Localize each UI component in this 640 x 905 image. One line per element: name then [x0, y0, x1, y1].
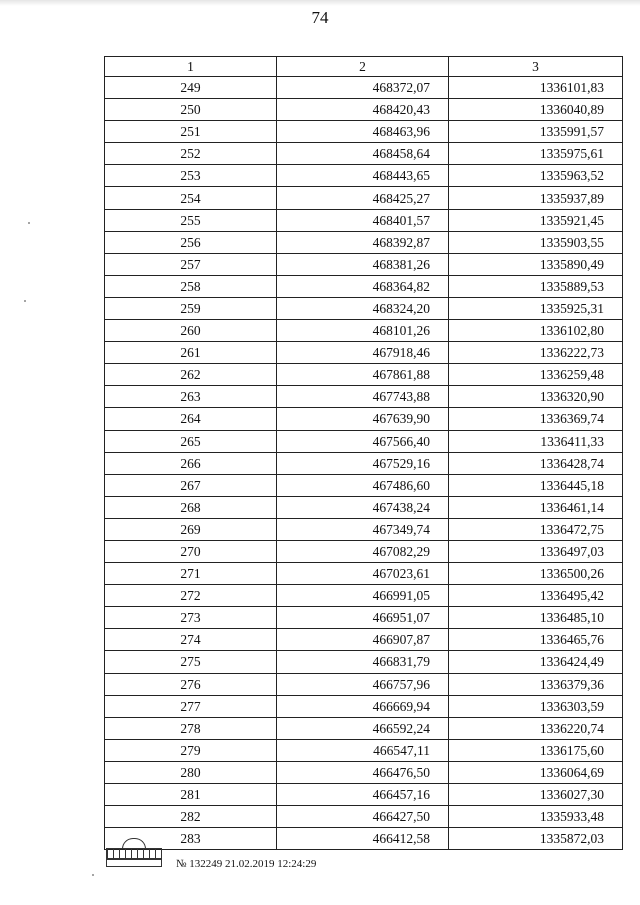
table-row: [105, 651, 623, 673]
scan-speck: [28, 222, 30, 224]
table-row: [105, 474, 623, 496]
footer: [104, 838, 316, 872]
x-coordinate-cell: 466547,11: [277, 739, 449, 761]
table-row: [105, 518, 623, 540]
y-coordinate-cell: 1336220,74: [449, 717, 623, 739]
y-coordinate-cell: 1336369,74: [449, 408, 623, 430]
point-number-cell: 249: [105, 77, 277, 99]
x-coordinate-cell: 467861,88: [277, 364, 449, 386]
point-number-cell: 263: [105, 386, 277, 408]
point-number-cell: 265: [105, 430, 277, 452]
table-row: [105, 342, 623, 364]
table-row: [105, 253, 623, 275]
x-coordinate-cell: 466457,16: [277, 784, 449, 806]
point-number-cell: 274: [105, 629, 277, 651]
y-coordinate-cell: 1335975,61: [449, 143, 623, 165]
y-coordinate-cell: 1336379,36: [449, 673, 623, 695]
x-coordinate-cell: 466412,58: [277, 828, 449, 850]
column-header-1: 1: [105, 57, 277, 77]
x-coordinate-cell: 468458,64: [277, 143, 449, 165]
y-coordinate-cell: 1336259,48: [449, 364, 623, 386]
table-row: [105, 231, 623, 253]
x-coordinate-cell: 466951,07: [277, 607, 449, 629]
point-number-cell: 270: [105, 540, 277, 562]
x-coordinate-cell: 467349,74: [277, 518, 449, 540]
y-coordinate-cell: 1335963,52: [449, 165, 623, 187]
point-number-cell: 277: [105, 695, 277, 717]
y-coordinate-cell: 1336424,49: [449, 651, 623, 673]
point-number-cell: 262: [105, 364, 277, 386]
point-number-cell: 275: [105, 651, 277, 673]
table-row: [105, 209, 623, 231]
table-row: [105, 430, 623, 452]
table-row: [105, 408, 623, 430]
x-coordinate-cell: 468420,43: [277, 99, 449, 121]
x-coordinate-cell: 468443,65: [277, 165, 449, 187]
x-coordinate-cell: 467486,60: [277, 474, 449, 496]
x-coordinate-cell: 467639,90: [277, 408, 449, 430]
table-row: [105, 77, 623, 99]
table-row: [105, 806, 623, 828]
y-coordinate-cell: 1336472,75: [449, 518, 623, 540]
y-coordinate-cell: 1336497,03: [449, 540, 623, 562]
table-row: [105, 364, 623, 386]
point-number-cell: 271: [105, 563, 277, 585]
point-number-cell: 255: [105, 209, 277, 231]
table-row: [105, 452, 623, 474]
point-number-cell: 282: [105, 806, 277, 828]
column-header-3: 3: [449, 57, 623, 77]
point-number-cell: 269: [105, 518, 277, 540]
table-row: [105, 143, 623, 165]
point-number-cell: 266: [105, 452, 277, 474]
table-row: [105, 563, 623, 585]
table-row: [105, 297, 623, 319]
point-number-cell: 278: [105, 717, 277, 739]
y-coordinate-cell: 1336445,18: [449, 474, 623, 496]
table-row: [105, 673, 623, 695]
point-number-cell: 250: [105, 99, 277, 121]
x-coordinate-cell: 466592,24: [277, 717, 449, 739]
table-row: [105, 121, 623, 143]
y-coordinate-cell: 1336428,74: [449, 452, 623, 474]
y-coordinate-cell: 1335933,48: [449, 806, 623, 828]
table-row: [105, 585, 623, 607]
point-number-cell: 253: [105, 165, 277, 187]
point-number-cell: 267: [105, 474, 277, 496]
table-row: [105, 386, 623, 408]
y-coordinate-cell: 1335889,53: [449, 275, 623, 297]
point-number-cell: 252: [105, 143, 277, 165]
x-coordinate-cell: 466991,05: [277, 585, 449, 607]
point-number-cell: 264: [105, 408, 277, 430]
scan-edge-shadow: [0, 0, 640, 6]
x-coordinate-cell: 466907,87: [277, 629, 449, 651]
point-number-cell: 272: [105, 585, 277, 607]
x-coordinate-cell: 468463,96: [277, 121, 449, 143]
x-coordinate-cell: 468401,57: [277, 209, 449, 231]
scan-speck: [92, 874, 94, 876]
point-number-cell: 268: [105, 496, 277, 518]
point-number-cell: 283: [105, 828, 277, 850]
x-coordinate-cell: 466757,96: [277, 673, 449, 695]
table-row: [105, 165, 623, 187]
y-coordinate-cell: 1336465,76: [449, 629, 623, 651]
table-row: [105, 739, 623, 761]
x-coordinate-cell: 466831,79: [277, 651, 449, 673]
y-coordinate-cell: 1336175,60: [449, 739, 623, 761]
table-row: [105, 320, 623, 342]
table-row: [105, 607, 623, 629]
table-row: [105, 761, 623, 783]
column-header-2: 2: [277, 57, 449, 77]
point-number-cell: 260: [105, 320, 277, 342]
y-coordinate-cell: 1336102,80: [449, 320, 623, 342]
x-coordinate-cell: 467529,16: [277, 452, 449, 474]
y-coordinate-cell: 1336485,10: [449, 607, 623, 629]
point-number-cell: 254: [105, 187, 277, 209]
y-coordinate-cell: 1335925,31: [449, 297, 623, 319]
y-coordinate-cell: 1336040,89: [449, 99, 623, 121]
table-row: [105, 496, 623, 518]
point-number-cell: 276: [105, 673, 277, 695]
table-row: [105, 187, 623, 209]
x-coordinate-cell: 468324,20: [277, 297, 449, 319]
table-row: [105, 540, 623, 562]
x-coordinate-cell: 468372,07: [277, 77, 449, 99]
point-number-cell: 251: [105, 121, 277, 143]
table-row: [105, 695, 623, 717]
coordinates-table: [104, 56, 623, 850]
table-row: [105, 629, 623, 651]
point-number-cell: 256: [105, 231, 277, 253]
y-coordinate-cell: 1335872,03: [449, 828, 623, 850]
x-coordinate-cell: 468425,27: [277, 187, 449, 209]
x-coordinate-cell: 466669,94: [277, 695, 449, 717]
table-row: [105, 717, 623, 739]
y-coordinate-cell: 1336500,26: [449, 563, 623, 585]
x-coordinate-cell: 468364,82: [277, 275, 449, 297]
point-number-cell: 257: [105, 253, 277, 275]
y-coordinate-cell: 1335903,55: [449, 231, 623, 253]
x-coordinate-cell: 466427,50: [277, 806, 449, 828]
y-coordinate-cell: 1336461,14: [449, 496, 623, 518]
table-header-row: [105, 57, 623, 77]
y-coordinate-cell: 1335890,49: [449, 253, 623, 275]
y-coordinate-cell: 1335921,45: [449, 209, 623, 231]
y-coordinate-cell: 1336320,90: [449, 386, 623, 408]
y-coordinate-cell: 1336027,30: [449, 784, 623, 806]
y-coordinate-cell: 1336303,59: [449, 695, 623, 717]
y-coordinate-cell: 1336495,42: [449, 585, 623, 607]
x-coordinate-cell: 468101,26: [277, 320, 449, 342]
registry-stamp-logo: [104, 838, 164, 872]
point-number-cell: 279: [105, 739, 277, 761]
y-coordinate-cell: 1336064,69: [449, 761, 623, 783]
table-row: [105, 275, 623, 297]
x-coordinate-cell: 467438,24: [277, 496, 449, 518]
point-number-cell: 259: [105, 297, 277, 319]
x-coordinate-cell: 467082,29: [277, 540, 449, 562]
y-coordinate-cell: 1336222,73: [449, 342, 623, 364]
point-number-cell: 280: [105, 761, 277, 783]
registration-number: № 132249 21.02.2019 12:24:29: [176, 858, 317, 870]
x-coordinate-cell: 468392,87: [277, 231, 449, 253]
table-row: [105, 99, 623, 121]
table-row: [105, 784, 623, 806]
x-coordinate-cell: 467566,40: [277, 430, 449, 452]
y-coordinate-cell: 1336101,83: [449, 77, 623, 99]
y-coordinate-cell: 1335991,57: [449, 121, 623, 143]
point-number-cell: 258: [105, 275, 277, 297]
scan-speck: [24, 300, 26, 302]
x-coordinate-cell: 467918,46: [277, 342, 449, 364]
y-coordinate-cell: 1336411,33: [449, 430, 623, 452]
point-number-cell: 281: [105, 784, 277, 806]
y-coordinate-cell: 1335937,89: [449, 187, 623, 209]
x-coordinate-cell: 467743,88: [277, 386, 449, 408]
point-number-cell: 261: [105, 342, 277, 364]
x-coordinate-cell: 468381,26: [277, 253, 449, 275]
x-coordinate-cell: 466476,50: [277, 761, 449, 783]
page-number: 74: [311, 8, 329, 27]
point-number-cell: 273: [105, 607, 277, 629]
x-coordinate-cell: 467023,61: [277, 563, 449, 585]
